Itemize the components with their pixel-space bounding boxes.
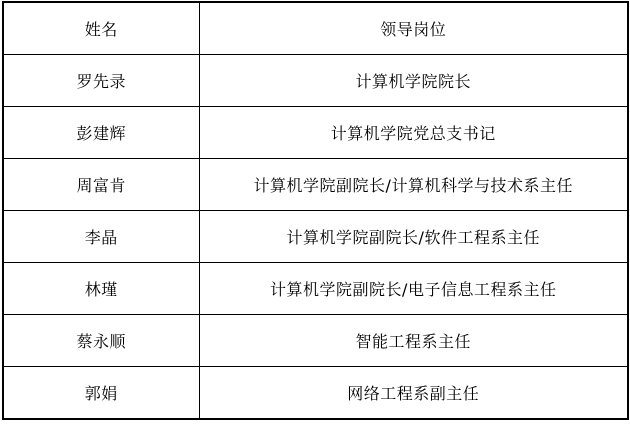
position-cell: 网络工程系副主任: [199, 367, 628, 420]
position-cell: 计算机学院党总支书记: [199, 107, 628, 159]
position-cell: 计算机学院院长: [199, 55, 628, 107]
name-cell: 蔡永顺: [3, 315, 199, 367]
name-cell: 郭娟: [3, 367, 199, 420]
name-cell: 林瑾: [3, 263, 199, 315]
position-cell: 计算机学院副院长/计算机科学与技术系主任: [199, 159, 628, 211]
name-cell: 周富肯: [3, 159, 199, 211]
table-row: [3, 367, 628, 420]
name-cell: 罗先录: [3, 55, 199, 107]
table-row: [3, 211, 628, 263]
name-cell: 李晶: [3, 211, 199, 263]
position-cell: 计算机学院副院长/软件工程系主任: [199, 211, 628, 263]
position-cell: 计算机学院副院长/电子信息工程系主任: [199, 263, 628, 315]
column-header-position: 领导岗位: [199, 2, 628, 55]
column-header-name: 姓名: [3, 2, 199, 55]
position-cell: 智能工程系主任: [199, 315, 628, 367]
table-row: [3, 159, 628, 211]
table-row: [3, 107, 628, 159]
header-row: [3, 2, 628, 55]
table-row: [3, 315, 628, 367]
table-row: [3, 263, 628, 315]
name-cell: 彭建辉: [3, 107, 199, 159]
table-row: [3, 55, 628, 107]
leadership-table: [2, 1, 629, 420]
